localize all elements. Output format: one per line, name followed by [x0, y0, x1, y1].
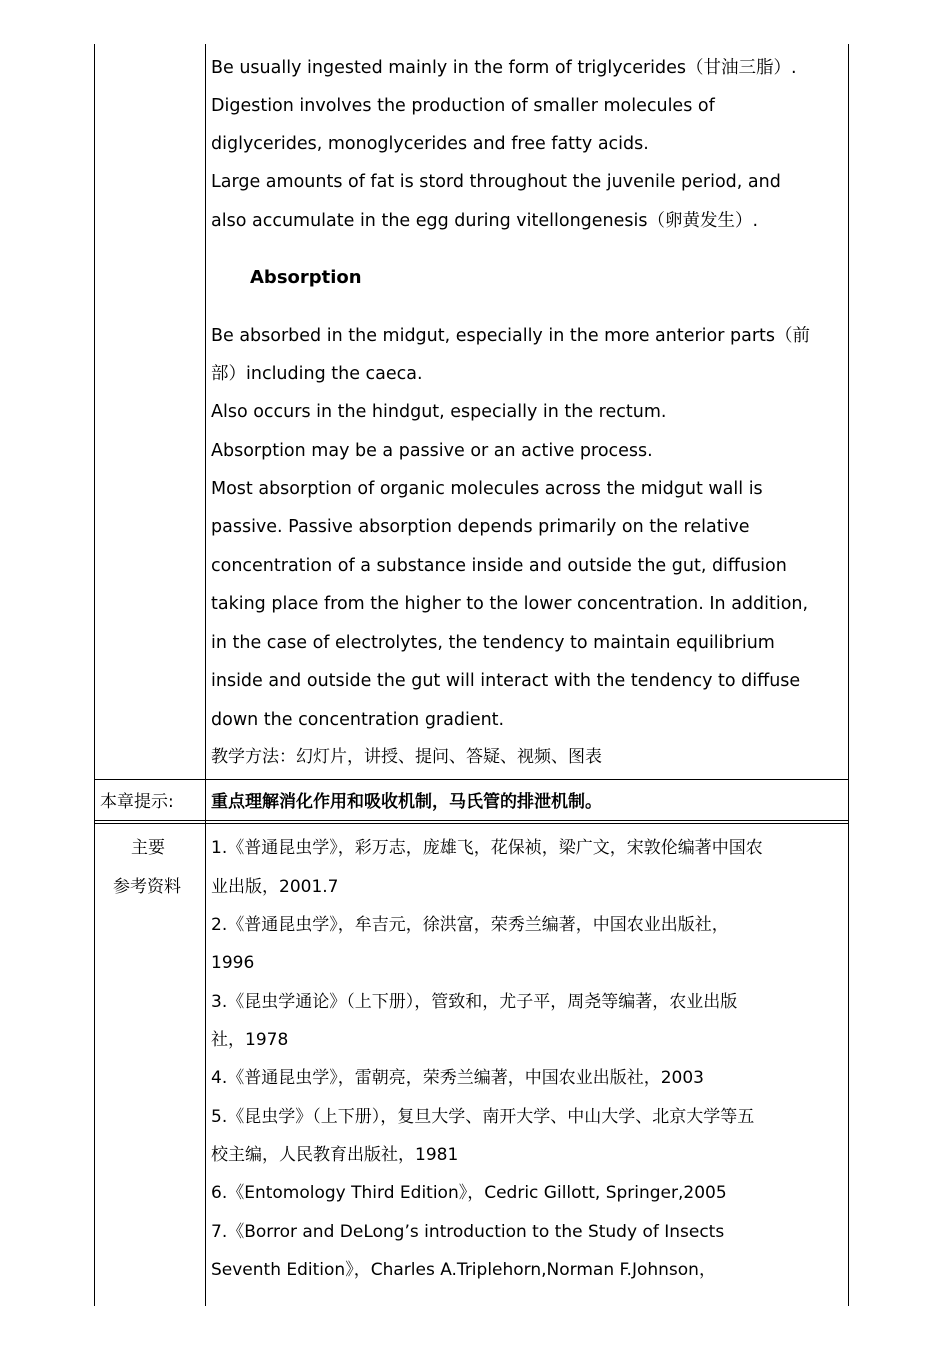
body-text-line: inside and outside the gut will interact with the tendency to diffuse [211, 671, 801, 691]
body-text-line: diglycerides, monoglycerides and free fatty acids. [211, 134, 649, 154]
table-column-divider [205, 44, 206, 1306]
body-text-line: Also occurs in the hindgut, especially in the rectum. [211, 402, 667, 422]
reference-line: 6.《Entomology Third Edition》，Cedric Gillott, Springer,2005 [211, 1183, 727, 1203]
body-text-line: 部）including the caeca. [211, 364, 423, 384]
body-text-line: Be usually ingested mainly in the form of triglycerides（甘油三脂）. [211, 58, 797, 78]
chapter-hint-text: 重点理解消化作用和吸收机制，马氏管的排泄机制。 [211, 792, 602, 812]
references-label-line2: 参考资料 [113, 877, 181, 897]
reference-line: 3.《昆虫学通论》（上下册），管致和，尤子平，周尧等编著，农业出版 [211, 992, 738, 1012]
body-text-line: passive. Passive absorption depends primarily on the relative [211, 517, 750, 537]
body-text-line: Be absorbed in the midgut, especially in the more anterior parts（前 [211, 326, 811, 346]
row-divider-chapter-hint-bottom [94, 820, 849, 821]
body-text-line: also accumulate in the egg during vitellongenesis（卵黄发生）. [211, 211, 759, 231]
row-divider-double [94, 823, 849, 824]
body-text-line: taking place from the higher to the lower concentration. In addition, [211, 594, 809, 614]
table-left-border [94, 44, 95, 1306]
table-right-border [848, 44, 849, 1306]
body-text-line: Absorption may be a passive or an active process. [211, 441, 653, 461]
reference-line: 业出版，2001.7 [211, 877, 339, 897]
row-divider-chapter-hint-top [94, 779, 849, 780]
reference-line: 1.《普通昆虫学》，彩万志，庞雄飞，花保祯，梁广文，宋敦伦编著中国农 [211, 838, 763, 858]
body-text-line: Large amounts of fat is stord throughout the juvenile period, and [211, 172, 781, 192]
chapter-hint-label: 本章提示: [100, 792, 174, 812]
reference-line: 1996 [211, 953, 255, 973]
references-label-line1: 主要 [131, 838, 165, 858]
reference-line: Seventh Edition》，Charles A.Triplehorn,Norman F.Johnson， [211, 1260, 716, 1280]
body-text-line: in the case of electrolytes, the tendency to maintain equilibrium [211, 633, 775, 653]
reference-line: 2.《普通昆虫学》，牟吉元，徐洪富，荣秀兰编著，中国农业出版社， [211, 915, 729, 935]
reference-line: 社，1978 [211, 1030, 289, 1050]
teaching-methods: 教学方法：幻灯片，讲授、提问、答疑、视频、图表 [211, 747, 602, 767]
body-text-line: down the concentration gradient. [211, 710, 505, 730]
reference-line: 校主编，人民教育出版社，1981 [211, 1145, 459, 1165]
reference-line: 5.《昆虫学》（上下册），复旦大学、南开大学、中山大学、北京大学等五 [211, 1107, 755, 1127]
body-text-line: concentration of a substance inside and outside the gut, diffusion [211, 556, 787, 576]
reference-line: 4.《普通昆虫学》，雷朝亮，荣秀兰编著，中国农业出版社，2003 [211, 1068, 704, 1088]
section-heading-absorption: Absorption [250, 267, 362, 288]
body-text-line: Digestion involves the production of smaller molecules of [211, 96, 715, 116]
body-text-line: Most absorption of organic molecules across the midgut wall is [211, 479, 763, 499]
reference-line: 7.《Borror and DeLong’s introduction to the Study of Insects [211, 1222, 725, 1242]
